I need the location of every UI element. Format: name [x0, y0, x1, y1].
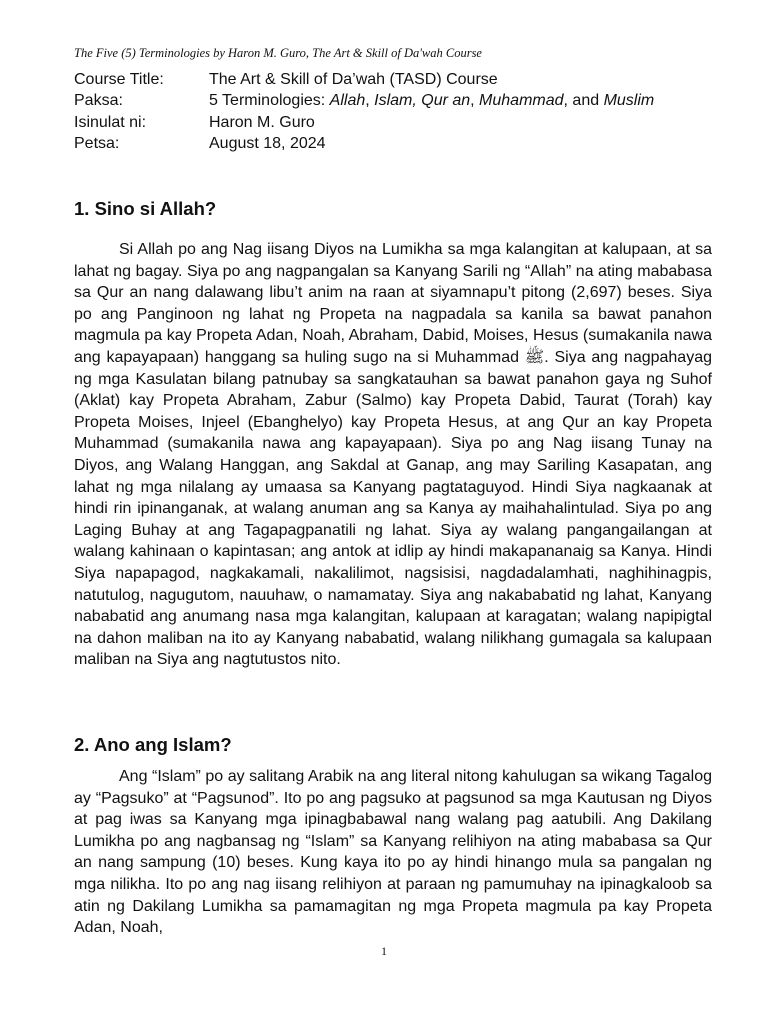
paksa-term-muhammad: Muhammad: [479, 92, 564, 110]
author-label: Isinulat ni:: [74, 113, 147, 131]
paragraph-text: Ang “Islam” po ay salitang Arabik na ang literal nitong kahulugan sa wikang Tagalog ay “Pagsuko” at “Pagsunod”. Ito po ang pagsuko at pagsunod sa mga Kautusan ng Diyos at pag iwas sa Kanyang mga ipinagbabawal nang walang pag aatubili. Ang Dakilang Lumikha po ang nagbansag ng “Islam” sa Kanyang relihiyon na ating mababasa sa Qur an nang sampung (10) beses. Kung kaya ito po ay hindi hinango mula sa pangalan ng mga nilikha. Ito po ang nag iisang relihiyon at paraan ng pamumuhay na ipinagkaloob sa atin ng Dakilang Lumikha sa pamamagitan ng mga Propeta magmula pa kay Propeta Adan, Noah,: [74, 768, 712, 937]
paragraph-text: Si Allah po ang Nag iisang Diyos na Lumikha sa mga kalangitan at kalupaan, at sa lahat ng bagay. Siya po ang nagpangalan sa Kanyang Sarili ng “Allah” na ating mababasa sa Qur an nang dalawang libu’t anim na raan at siyamnapu’t pitong (2,697) beses. Siya po ang Panginoon ng lahat ng Propeta na nagpadala sa kanila sa bawat panahon magmula pa kay Propeta Adan, Noah, Abraham, Dabid, Moises, Hesus (sumakanila nawa ang kapayapaan) hanggang sa huling sugo na si Muhammad ﷺ. Siya ang nagpahayag ng mga Kasulatan bilang patnubay sa sangkatauhan sa bawat panahon gaya ng Suhof (Aklat) kay Propeta Abraham, Zabur (Salmo) kay Propeta Dabid, Taurat (Torah) kay Propeta Moises, Injeel (Ebanghelyo) kay Propeta Hesus, at ang Qur an kay Propeta Muhammad (sumakanila nawa ang kapayapaan). Siya po ang Nag iisang Tunay na Diyos, ang Walang Hanggan, ang Sakdal at Ganap, ang may Sariling Kasapatan, ang lahat ng mga nilalang ay umaasa sa Kanyang pagtataguyod. Hindi Siya nagkaanak at hindi rin ipinanganak, at walang anuman ang sa Kanya ay maihahalintulad. Siya po ang Laging Buhay at ang Tagapagpanatili ng lahat. Siya ay walang pangangailangan at walang kahinaan o kapintasan; ang antok at idlip ay hindi makapananaig sa Kanya. Hindi Siya napapagod, nagkakamali, nakalilimot, nagsisisi, nagdadalamhati, naghihinagpis, natutulog, nagugutom, nauuhaw, o namamatay. Siya ang nakababatid ng lahat, Kanyang nababatid ang anumang nasa mga kalangitan, kalupaan at karagatan; walang napipigtal na dahon maliban na ito ay Kanyang nababatid, walang nilikhang gumagala sa kalupaan maliban na Siya ang nagtutustos nito.: [74, 241, 713, 669]
paksa-prefix: 5 Terminologies:: [209, 92, 330, 110]
course-info-block: [74, 69, 714, 154]
section-paragraph-allah: [74, 239, 712, 671]
paksa-separator: ,: [470, 92, 480, 110]
date-value: August 18, 2024: [209, 134, 326, 152]
paksa-row: [74, 90, 714, 111]
paksa-label: Paksa:: [74, 92, 123, 110]
paksa-separator: ,: [365, 92, 375, 110]
course-title-value: The Art & Skill of Da’wah (TASD) Course: [209, 71, 498, 88]
paksa-value: [209, 90, 714, 111]
course-title-label: Course Title:: [74, 71, 164, 88]
running-header: The Five (5) Terminologies by Haron M. Guro, The Art & Skill of Da'wah Course: [74, 46, 482, 60]
section-heading-allah: 1. Sino si Allah?: [74, 198, 217, 219]
paksa-term-islam-quran: Islam, Qur an: [374, 92, 471, 110]
course-title-row: [74, 69, 714, 90]
section-paragraph-islam: [74, 766, 712, 939]
page-number: 1: [381, 944, 387, 958]
paksa-term-allah: Allah: [329, 92, 366, 110]
paksa-separator: , and: [563, 92, 604, 110]
date-row: [74, 133, 714, 154]
date-label: Petsa:: [74, 134, 120, 152]
paksa-term-muslim: Muslim: [603, 92, 655, 110]
author-value: Haron M. Guro: [209, 113, 315, 131]
author-row: [74, 112, 714, 133]
section-heading-islam: 2. Ano ang Islam?: [74, 734, 232, 755]
